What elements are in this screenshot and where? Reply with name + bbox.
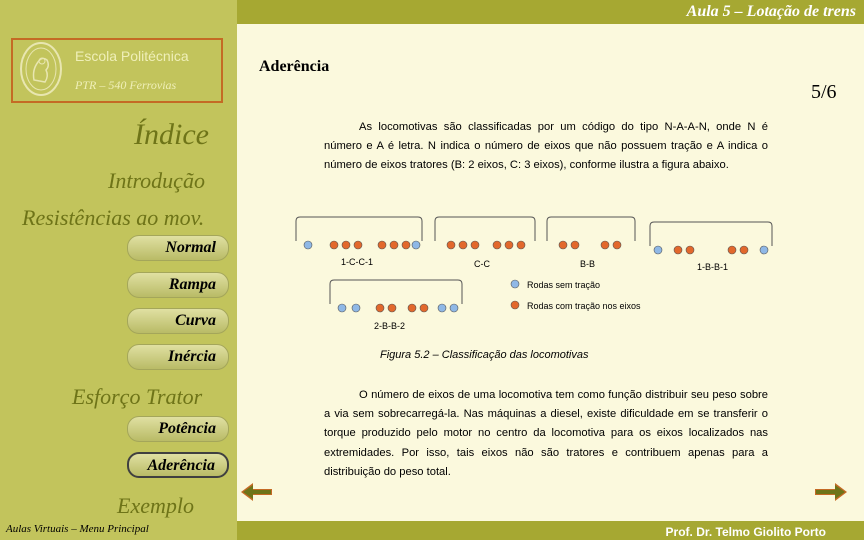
- driven-wheel: [728, 246, 736, 254]
- legend-free-wheels: Rodas sem tração: [527, 280, 601, 290]
- driven-wheel: [505, 241, 513, 249]
- nav-indice[interactable]: Índice: [134, 118, 209, 151]
- paragraph-axles: O número de eixos de uma locomotiva tem como função distribuir seu peso sobre a via sem sobrecarregá-la. Nas máquinas a diesel, existe dificuldade em se transferir o torque produzido pelo motor no centro da locomotiva para os eixos localizados nas extremidades. Por isso, tais eixos não são tratores e contribuem apenas para a distribuição do peso total.: [324, 389, 768, 478]
- nav-rampa-label: Rampa: [168, 276, 216, 293]
- locomotive-b-b: [547, 217, 635, 249]
- nav-normal-button[interactable]: [127, 235, 229, 261]
- driven-wheel: [571, 241, 579, 249]
- nav-esforco-trator[interactable]: Esforço Trator: [72, 384, 203, 409]
- driven-wheel: [674, 246, 682, 254]
- locomotive-2-b-b-2: [330, 280, 462, 312]
- legend-free-wheel-icon: [511, 280, 519, 288]
- label-b-b: B-B: [580, 259, 596, 269]
- main-menu-link[interactable]: Aulas Virtuais – Menu Principal: [6, 523, 149, 535]
- driven-wheel: [376, 304, 384, 312]
- nav-normal-label: Normal: [165, 239, 216, 256]
- nav-potencia-label: Potência: [158, 420, 216, 437]
- free-wheel: [654, 246, 662, 254]
- nav-aderencia-label: Aderência: [147, 457, 215, 474]
- page-title: Aderência: [259, 58, 330, 75]
- nav-inercia-label: Inércia: [168, 348, 216, 365]
- figure-caption: Figura 5.2 – Classificação das locomotivas: [380, 349, 589, 361]
- free-wheel: [338, 304, 346, 312]
- driven-wheel: [388, 304, 396, 312]
- nav-aderencia-button[interactable]: [127, 452, 229, 478]
- label-1-c-c-1: 1-C-C-1: [341, 257, 374, 267]
- driven-wheel: [740, 246, 748, 254]
- free-wheel: [304, 241, 312, 249]
- nav-curva-label: Curva: [175, 312, 216, 329]
- free-wheel: [760, 246, 768, 254]
- locomotive-body: [296, 217, 422, 241]
- driven-wheel: [686, 246, 694, 254]
- nav-curva-button[interactable]: [127, 308, 229, 334]
- free-wheel: [352, 304, 360, 312]
- driven-wheel: [402, 241, 410, 249]
- nav-exemplo[interactable]: Exemplo: [117, 493, 194, 518]
- driven-wheel: [517, 241, 525, 249]
- locomotive-body: [330, 280, 462, 304]
- label-1-b-b-1: 1-B-B-1: [697, 262, 729, 272]
- free-wheel: [412, 241, 420, 249]
- driven-wheel: [342, 241, 350, 249]
- driven-wheel: [459, 241, 467, 249]
- driven-wheel: [559, 241, 567, 249]
- paragraph-classification: As locomotivas são classificadas por um código do tipo N-A-A-N, onde N é número e A é letra. N indica o número de eixos que não possuem tração e A indica o número de eixos tratores (B: 2 eixos, C: 3 eixos), conforme ilustra a figura abaixo.: [324, 121, 768, 172]
- legend-driven-wheels: Rodas com tração nos eixos: [527, 301, 641, 311]
- driven-wheel: [390, 241, 398, 249]
- locomotive-c-c: [435, 217, 535, 249]
- lesson-title: Aula 5 – Lotação de trens: [686, 3, 856, 20]
- author-name: Prof. Dr. Telmo Giolito Porto: [665, 525, 826, 539]
- driven-wheel: [447, 241, 455, 249]
- nav-potencia-button[interactable]: [127, 416, 229, 442]
- locomotive-1-c-c-1: [296, 217, 422, 249]
- locomotive-body: [650, 222, 772, 246]
- free-wheel: [438, 304, 446, 312]
- driven-wheel: [420, 304, 428, 312]
- nav-introducao[interactable]: Introdução: [108, 168, 205, 193]
- label-c-c: C-C: [474, 259, 490, 269]
- driven-wheel: [493, 241, 501, 249]
- school-seal-icon: [18, 40, 64, 98]
- driven-wheel: [613, 241, 621, 249]
- nav-rampa-button[interactable]: [127, 272, 229, 298]
- arrow-right-icon[interactable]: [814, 482, 848, 502]
- locomotive-body: [435, 217, 535, 241]
- page-number: 5/6: [811, 81, 837, 103]
- legend-driven-wheel-icon: [511, 301, 519, 309]
- locomotive-body: [547, 217, 635, 241]
- free-wheel: [450, 304, 458, 312]
- driven-wheel: [471, 241, 479, 249]
- driven-wheel: [330, 241, 338, 249]
- driven-wheel: [601, 241, 609, 249]
- nav-resistencias[interactable]: Resistências ao mov.: [22, 205, 205, 230]
- nav-inercia-button[interactable]: [127, 344, 229, 370]
- school-name: Escola Politécnica: [75, 48, 189, 64]
- driven-wheel: [408, 304, 416, 312]
- course-name: PTR – 540 Ferrovias: [75, 78, 177, 92]
- locomotive-1-b-b-1: [650, 222, 772, 254]
- locomotive-classification-figure: [290, 212, 790, 364]
- arrow-left-icon[interactable]: [241, 482, 273, 502]
- driven-wheel: [378, 241, 386, 249]
- driven-wheel: [354, 241, 362, 249]
- label-2-b-b-2: 2-B-B-2: [374, 321, 406, 331]
